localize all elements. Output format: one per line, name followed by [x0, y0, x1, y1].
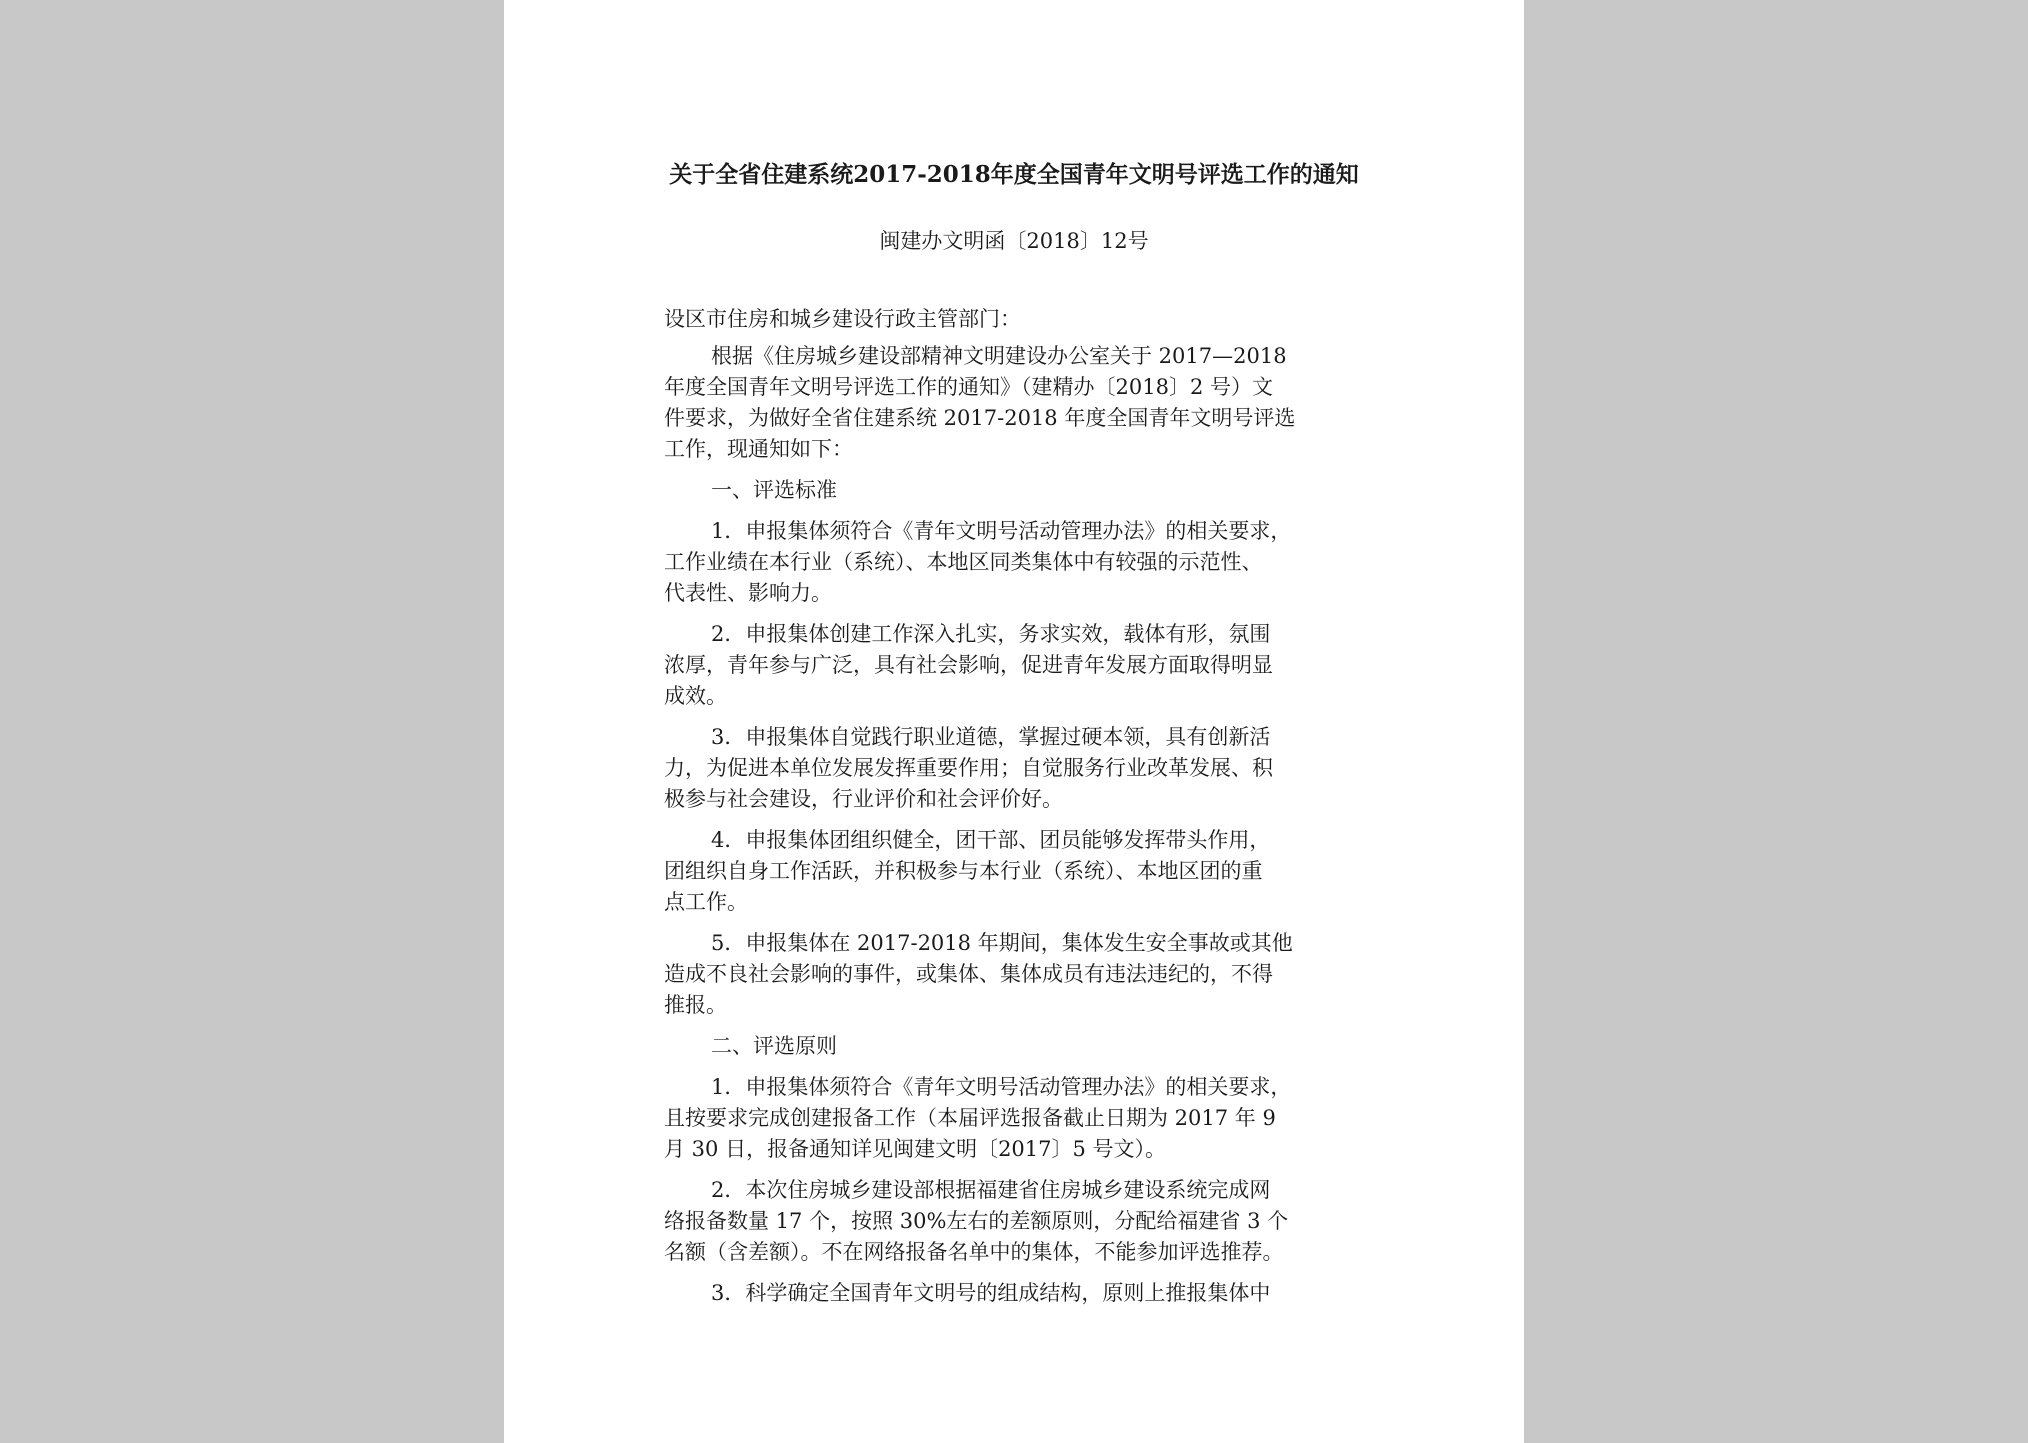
intro-line: 年度全国青年文明号评选工作的通知》（建精办〔2018〕2 号）文 — [664, 375, 1273, 399]
intro-line: 件要求，为做好全省住建系统 2017-2018 年度全国青年文明号评选 — [664, 406, 1296, 430]
item-line: 浓厚，青年参与广泛，具有社会影响，促进青年发展方面取得明显 — [664, 653, 1273, 677]
principle-item — [664, 1278, 1364, 1309]
section-heading-principles: 二、评选原则 — [711, 1034, 837, 1058]
item-line: 名额（含差额）。不在网络报备名单中的集体，不能参加评选推荐。 — [664, 1240, 1284, 1264]
criteria-item — [664, 928, 1364, 1021]
intro-line: 工作，现通知如下： — [664, 437, 853, 461]
intro-paragraph — [664, 341, 1364, 465]
item-line: 络报备数量 17 个，按照 30%左右的差额原则，分配给福建省 3 个 — [664, 1209, 1289, 1233]
item-line: 推报。 — [664, 993, 727, 1017]
item-line: 2．申报集体创建工作深入扎实，务求实效，载体有形，氛围 — [711, 622, 1271, 646]
document-title: 关于全省住建系统2017-2018年度全国青年文明号评选工作的通知 — [669, 161, 1359, 188]
item-line: 成效。 — [664, 684, 727, 708]
item-line: 1．申报集体须符合《青年文明号活动管理办法》的相关要求， — [711, 1075, 1292, 1099]
document-page — [504, 0, 1524, 1443]
criteria-item — [664, 825, 1364, 918]
item-line: 4．申报集体团组织健全，团干部、团员能够发挥带头作用， — [711, 828, 1271, 852]
item-line: 2．本次住房城乡建设部根据福建省住房城乡建设系统完成网 — [711, 1178, 1271, 1202]
principle-item — [664, 1072, 1364, 1165]
item-line: 工作业绩在本行业（系统）、本地区同类集体中有较强的示范性、 — [664, 550, 1263, 574]
item-line: 代表性、影响力。 — [664, 581, 832, 605]
item-line: 3．申报集体自觉践行职业道德，掌握过硬本领，具有创新活 — [711, 725, 1271, 749]
item-line: 力，为促进本单位发展发挥重要作用；自觉服务行业改革发展、积 — [664, 756, 1273, 780]
item-line: 点工作。 — [664, 890, 748, 914]
intro-line: 根据《住房城乡建设部精神文明建设办公室关于 2017—2018 — [711, 344, 1287, 368]
item-line: 3．科学确定全国青年文明号的组成结构，原则上推报集体中 — [711, 1281, 1271, 1305]
criteria-item — [664, 516, 1364, 609]
item-line: 5．申报集体在 2017-2018 年期间，集体发生安全事故或其他 — [711, 931, 1293, 955]
item-line: 造成不良社会影响的事件，或集体、集体成员有违法违纪的，不得 — [664, 962, 1273, 986]
criteria-item — [664, 619, 1364, 712]
document-number: 闽建办文明函〔2018〕12号 — [879, 229, 1149, 253]
principle-item — [664, 1175, 1364, 1268]
item-line: 极参与社会建设，行业评价和社会评价好。 — [664, 787, 1063, 811]
section-heading-criteria: 一、评选标准 — [711, 478, 837, 502]
item-line: 团组织自身工作活跃，并积极参与本行业（系统）、本地区团的重 — [664, 859, 1263, 883]
item-line: 月 30 日，报备通知详见闽建文明〔2017〕5 号文）。 — [664, 1137, 1167, 1161]
criteria-item — [664, 722, 1364, 815]
item-line: 且按要求完成创建报备工作（本届评选报备截止日期为 2017 年 9 — [664, 1106, 1276, 1130]
document-body — [664, 304, 1364, 1319]
salutation: 设区市住房和城乡建设行政主管部门： — [664, 307, 1021, 331]
item-line: 1．申报集体须符合《青年文明号活动管理办法》的相关要求， — [711, 519, 1292, 543]
